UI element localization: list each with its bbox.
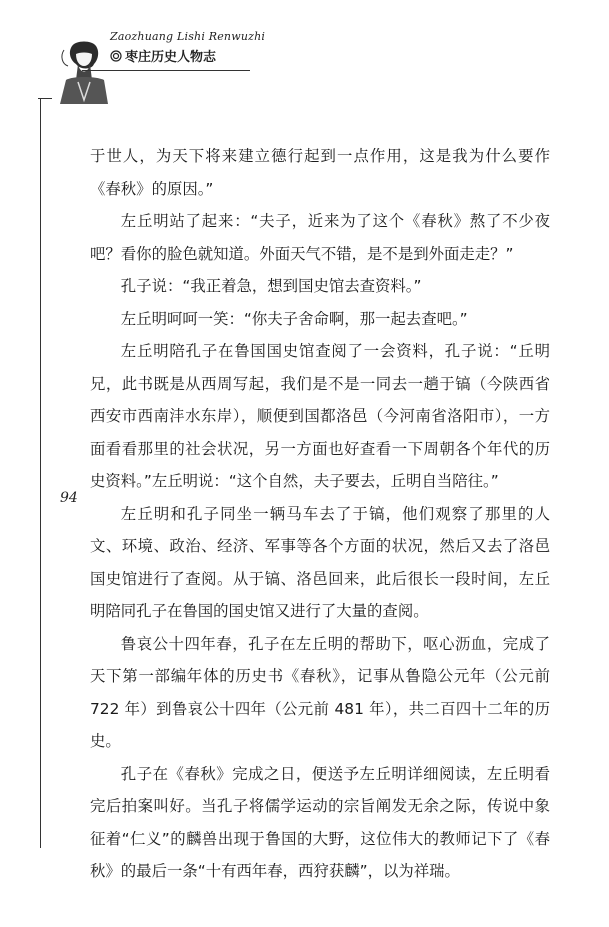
page-number: 94 — [60, 490, 78, 506]
running-header — [28, 28, 588, 98]
header-text — [110, 28, 265, 65]
paragraph: 左丘明和孔子同坐一辆马车去了于镐，他们观察了那里的人文、环境、政治、经济、军事等各个方面的状况，然后又去了洛邑国史馆进行了查阅。从于镐、洛邑回来，此后很长一段时间，左丘明陪同孔子在鲁国的国史馆又进行了大量的查阅。 — [90, 504, 550, 620]
header-title: 枣庄历史人物志 — [125, 50, 217, 65]
header-rule — [82, 70, 250, 71]
paragraph: 于世人，为天下将来建立德行起到一点作用，这是我为什么要作《春秋》的原因。” — [90, 147, 550, 198]
double-circle-icon — [110, 50, 122, 62]
paragraph: 左丘明呵呵一笑：“你夫子舍命啊，那一起去查吧。” — [120, 309, 468, 328]
paragraph: 孔子说：“我正着急，想到国史馆去查资料。” — [120, 277, 422, 295]
confucius-portrait-icon — [58, 40, 112, 104]
header-pinyin: Zaozhuang Lishi Renwuzhi — [110, 30, 266, 43]
body-text — [90, 140, 550, 888]
paragraph: 孔子在《春秋》完成之日，便送予左丘明详细阅读，左丘明看完后拍案叫好。当孔子将儒学运动的宗旨阐发无余之际，传说中象征着“仁义”的麟兽出现于鲁国的大野，这位伟大的教师记下了《春秋》的最后一条“十有西年春，西狩获麟”，以为祥瑞。 — [90, 764, 550, 880]
header-title-row — [110, 46, 265, 65]
paragraph: 鲁哀公十四年春，孔子在左丘明的帮助下，呕心沥血，完成了天下第一部编年体的历史书《春秋》，记事从鲁隐公元年（公元前 722 年）到鲁哀公十四年（公元前 481 年），共二百四十二年的历史。 — [90, 634, 550, 750]
paragraph: 左丘明站了起来：“夫子，近来为了这个《春秋》熬了不少夜吧？看你的脸色就知道。外面天气不错，是不是到外面走走？” — [90, 212, 550, 263]
margin-rule — [40, 98, 41, 848]
paragraph: 左丘明陪孔子在鲁国国史馆查阅了一会资料，孔子说：“丘明兄，此书既是从西周写起，我们是不是一同去一趟于镐（今陕西省西安市西南沣水东岸），顺便到国都洛邑（今河南省洛阳市），一方面看看那里的社会状况，另一方面也好查看一下周朝各个年代的历史资料。”左丘明说：“这个自然，夫子要去，丘明自当陪往。” — [90, 342, 550, 490]
